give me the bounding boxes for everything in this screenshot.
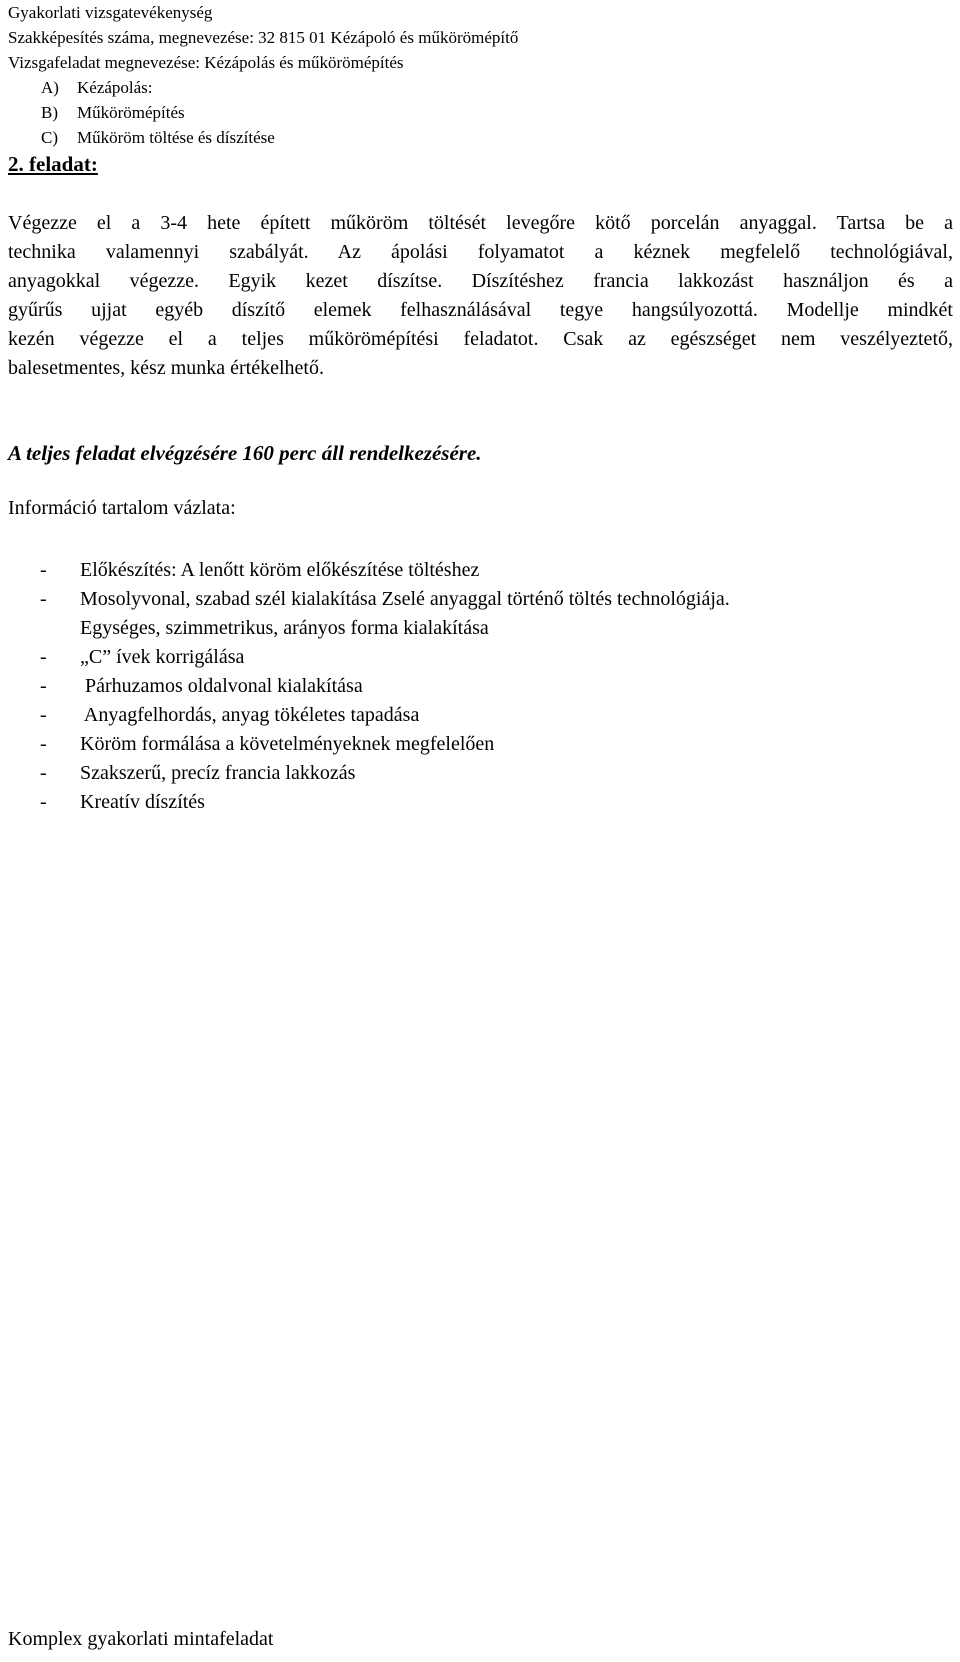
bullet-dash: - [40,733,47,755]
header-option-c: C) Műköröm töltése és díszítése [41,128,275,147]
outline-item: - Előkészítés: A lenőtt köröm előkészítése töltéshez [8,556,730,585]
time-limit-note: A teljes feladat elvégzésére 160 perc áll rendelkezésére. [8,441,482,465]
outline-item: - Párhuzamos oldalvonal kialakítása [8,672,730,701]
page-footer: Komplex gyakorlati mintafeladat [8,1628,274,1650]
header-activity: Gyakorlati vizsgatevékenység [8,3,213,22]
bullet-dash: - [40,675,47,697]
bullet-dash: - [40,559,47,581]
outline-item: - Szakszerű, precíz francia lakkozás [8,759,730,788]
header-option-b: B) Műkörömépítés [41,103,185,122]
outline-item: - „C” ívek korrigálása [8,643,730,672]
bullet-dash: - [40,588,47,610]
header-option-a: A) Kézápolás: [41,78,153,97]
description-line: gyűrűs ujjat egyéb díszítő elemek felhasználásával tegye hangsúlyozottá. Modellje mindkét [8,299,953,321]
description-line: kezén végezze el a teljes műkörömépítési feladatot. Csak az egészséget nem veszélyeztető, [8,328,953,350]
outline-item-continuation: Egységes, szimmetrikus, arányos forma kialakítása [80,617,489,639]
header-qualification: Szakképesítés száma, megnevezése: 32 815 01 Kézápoló és műkörömépítő [8,28,519,47]
bullet-dash: - [40,791,47,813]
description-line: Végezze el a 3-4 hete épített műköröm töltését levegőre kötő porcelán anyaggal. Tartsa be a [8,212,953,234]
task-title: 2. feladat: [8,152,98,176]
description-line: technika valamennyi szabályát. Az ápolási folyamatot a kéznek megfelelő technológiával, [8,241,953,263]
description-line: balesetmentes, kész munka értékelhető. [8,357,324,379]
info-outline-list [8,556,730,817]
bullet-dash: - [40,762,47,784]
info-outline-heading: Információ tartalom vázlata: [8,497,236,519]
outline-item: - Mosolyvonal, szabad szél kialakítása Zselé anyaggal történő töltés technológiája. [8,585,730,614]
document-header [8,0,518,150]
task-description [8,209,953,383]
bullet-dash: - [40,646,47,668]
outline-item: - Anyagfelhordás, anyag tökéletes tapadása [8,701,730,730]
bullet-dash: - [40,704,47,726]
outline-item: - Köröm formálása a követelményeknek megfelelően [8,730,730,759]
header-exam-task: Vizsgafeladat megnevezése: Kézápolás és műkörömépítés [8,53,404,72]
description-line: anyagokkal végezze. Egyik kezet díszítse. Díszítéshez francia lakkozást használjon és a [8,270,953,292]
outline-item: - Kreatív díszítés [8,788,730,817]
